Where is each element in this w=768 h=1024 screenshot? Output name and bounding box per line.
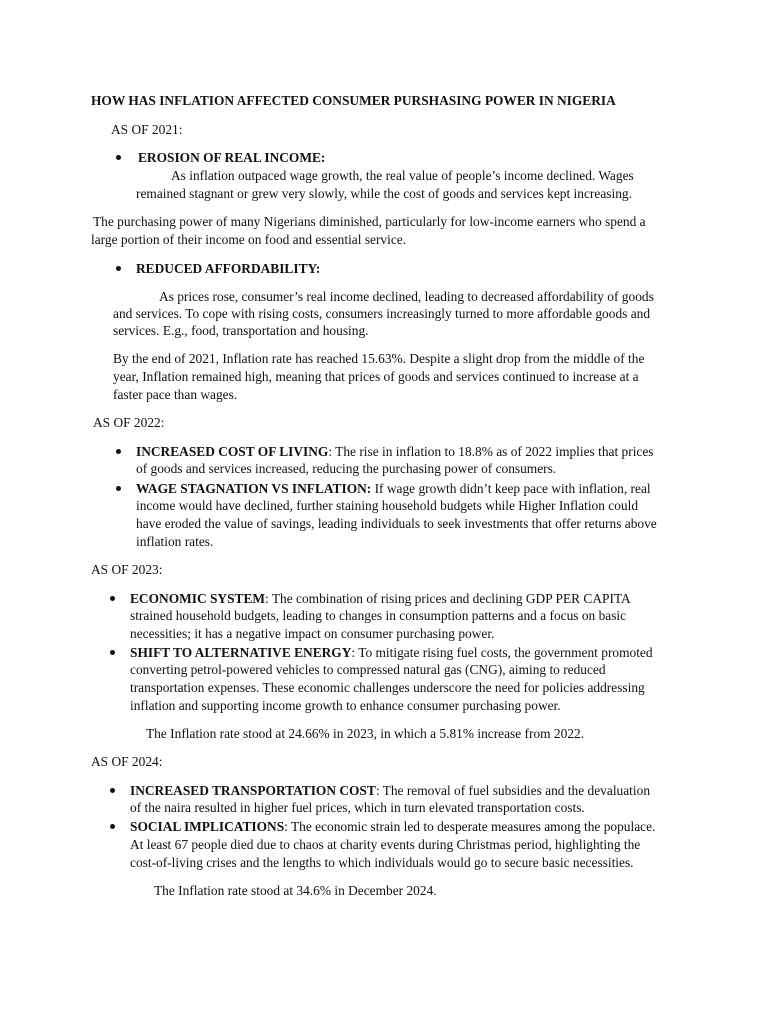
paragraph-line: As inflation outpaced wage growth, the real value of people’s income declined. Wages: [171, 168, 634, 183]
bullet-text: : The removal of fuel subsidies and the devaluation: [375, 783, 651, 798]
paragraph-line: By the end of 2021, Inflation rate has reached 15.63%. Despite a slight drop from the middle of the: [113, 351, 645, 366]
paragraph-line: of goods and services increased, reducing the purchasing power of consumers.: [136, 461, 557, 476]
bullet-text: : The economic strain led to desperate measures among the populace.: [284, 819, 656, 834]
paragraph-line: transportation expenses. These economic challenges underscore the need for policies addressing: [130, 680, 645, 695]
paragraph-line: large portion of their income on food and essential service.: [91, 232, 407, 247]
bullet-label-affordability: REDUCED AFFORDABILITY:: [136, 261, 321, 276]
bullet-text: If wage growth didn’t keep pace with inflation, real: [371, 481, 651, 496]
bullet-label-erosion: EROSION OF REAL INCOME:: [138, 150, 326, 165]
paragraph-line: services. E.g., food, transportation and housing.: [113, 323, 369, 338]
bullet-item-cost-of-living: [136, 443, 654, 461]
bullet-label: INCREASED TRANSPORTATION COST: [130, 783, 376, 798]
paragraph-line: inflation and supporting income growth to enhance consumer purchasing power.: [130, 698, 561, 713]
paragraph-line: faster pace than wages.: [113, 387, 238, 402]
section-heading-2022: AS OF 2022:: [93, 415, 165, 430]
inflation-rate-2023: The Inflation rate stood at 24.66% in 2023, in which a 5.81% increase from 2022.: [146, 726, 585, 741]
paragraph-line: The purchasing power of many Nigerians diminished, particularly for low-income earners who spend a: [93, 214, 646, 229]
paragraph-line: year, Inflation remained high, meaning that prices of goods and services continued to increase at a: [113, 369, 639, 384]
paragraph-line: cost-of-living crises and the lengths to which individuals would go to secure basic necessities.: [130, 855, 634, 870]
paragraph-line: inflation rates.: [136, 534, 214, 549]
bullet-text: : The rise in inflation to 18.8% as of 2022 implies that prices: [328, 444, 654, 459]
paragraph-line: converting petrol-powered vehicles to compressed natural gas (CNG), aiming to reduced: [130, 662, 606, 677]
paragraph-line: necessities; it has a negative impact on consumer purchasing power.: [130, 626, 495, 641]
paragraph-line: At least 67 people died due to chaos at charity events during Christmas period, highlighting the: [130, 837, 641, 852]
bullet-dot: [116, 449, 121, 454]
bullet-dot: [116, 486, 121, 491]
bullet-item-social-implications: [130, 818, 655, 836]
bullet-label: SHIFT TO ALTERNATIVE ENERGY: [130, 645, 352, 660]
bullet-dot: [110, 650, 115, 655]
bullet-label: INCREASED COST OF LIVING: [136, 444, 329, 459]
paragraph-line: of the naira resulted in higher fuel prices, which in turn elevated transportation costs.: [130, 800, 585, 815]
section-heading-2023: AS OF 2023:: [91, 562, 163, 577]
bullet-dot: [110, 788, 115, 793]
bullet-item-transportation: [130, 782, 650, 800]
bullet-item-alternative-energy: [130, 644, 653, 662]
bullet-label: WAGE STAGNATION VS INFLATION:: [136, 481, 372, 496]
paragraph-line: strained household budgets, leading to changes in consumption patterns and a focus on basic: [130, 608, 627, 623]
bullet-item-economic-system: [130, 590, 631, 608]
paragraph-line: income would have declined, further staining household budgets while Higher Inflation could: [136, 498, 639, 513]
document-title: HOW HAS INFLATION AFFECTED CONSUMER PURSHASING POWER IN NIGERIA: [91, 93, 616, 108]
bullet-label: ECONOMIC SYSTEM: [130, 591, 266, 606]
bullet-dot: [110, 596, 115, 601]
bullet-dot: [116, 266, 121, 271]
paragraph-line: and services. To cope with rising costs, consumers increasingly turned to more affordable goods and: [113, 306, 651, 321]
bullet-text: : To mitigate rising fuel costs, the government promoted: [351, 645, 653, 660]
paragraph-line: have eroded the value of savings, leading individuals to seek investments that offer returns above: [136, 516, 657, 531]
bullet-text: : The combination of rising prices and declining GDP PER CAPITA: [265, 591, 631, 606]
paragraph-line: remained stagnant or grew very slowly, while the cost of goods and services kept increasing.: [136, 186, 632, 201]
bullet-dot: [116, 155, 121, 160]
bullet-dot: [110, 824, 115, 829]
inflation-rate-2024: The Inflation rate stood at 34.6% in December 2024.: [154, 883, 437, 898]
paragraph-line: As prices rose, consumer’s real income declined, leading to decreased affordability of goods: [159, 289, 654, 304]
section-heading-2024: AS OF 2024:: [91, 754, 163, 769]
section-heading-2021: AS OF 2021:: [111, 122, 183, 137]
bullet-item-wage-stagnation: [136, 480, 651, 498]
bullet-label: SOCIAL IMPLICATIONS: [130, 819, 285, 834]
